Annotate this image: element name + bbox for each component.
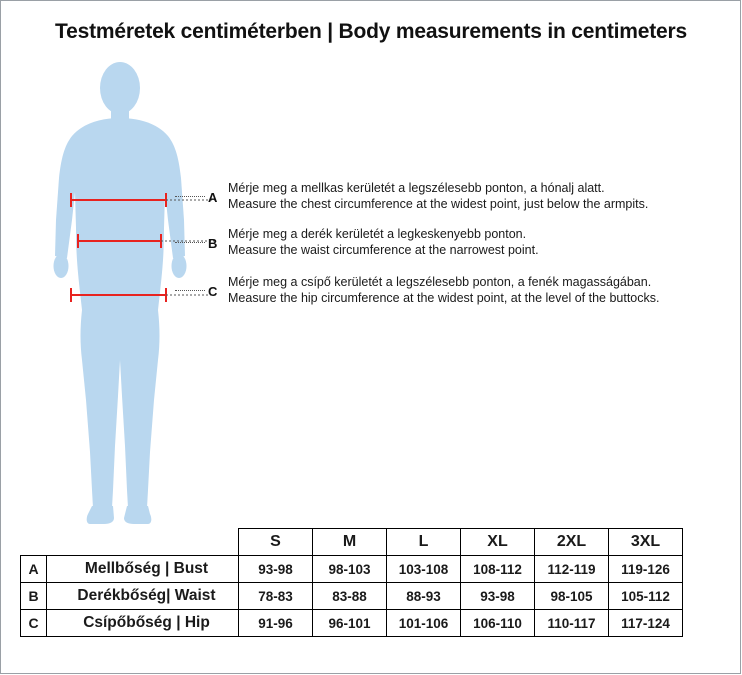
instruction-text-a (228, 180, 728, 212)
table-row (21, 610, 683, 637)
hip-l: 101-106 (387, 610, 461, 637)
size-table (20, 528, 683, 637)
instruction-text-b (228, 226, 728, 258)
instruction-b-en: Measure the waist circumference at the narrowest point. (228, 243, 539, 257)
instruction-letter-a: A (208, 190, 218, 205)
hip-m: 96-101 (313, 610, 387, 637)
leader-dots-c (175, 290, 205, 291)
bust-s: 93-98 (239, 556, 313, 583)
instruction-c-hu: Mérje meg a csípő kerületét a legszélesebb ponton, a fenék magasságában. (228, 275, 652, 289)
bust-l: 103-108 (387, 556, 461, 583)
row-name-hip: Csípőbőség | Hip (47, 610, 239, 637)
instruction-b-hu: Mérje meg a derék kerületét a legkeskenyebb ponton. (228, 227, 527, 241)
instruction-a-hu: Mérje meg a mellkas kerületét a legszélesebb ponton, a hónalj alatt. (228, 181, 605, 195)
table-header-s: S (239, 529, 313, 556)
row-name-waist: Derékbőség| Waist (47, 583, 239, 610)
table-header-m: M (313, 529, 387, 556)
waist-l: 88-93 (387, 583, 461, 610)
hip-s: 91-96 (239, 610, 313, 637)
bust-xl: 108-112 (461, 556, 535, 583)
waist-m: 83-88 (313, 583, 387, 610)
leader-dots-b (175, 242, 205, 243)
table-corner-letter (21, 529, 47, 556)
table-header-3xl: 3XL (609, 529, 683, 556)
instruction-text-c (228, 274, 728, 306)
row-name-bust: Mellbőség | Bust (47, 556, 239, 583)
bust-2xl: 112-119 (535, 556, 609, 583)
instruction-letter-c: C (208, 284, 218, 299)
waist-2xl: 98-105 (535, 583, 609, 610)
bust-m: 98-103 (313, 556, 387, 583)
bust-3xl: 119-126 (609, 556, 683, 583)
body-silhouette-figure (20, 60, 220, 530)
table-header-row (21, 529, 683, 556)
instruction-a-en: Measure the chest circumference at the widest point, just below the armpits. (228, 197, 649, 211)
waist-3xl: 105-112 (609, 583, 683, 610)
row-letter-b: B (21, 583, 47, 610)
hip-xl: 106-110 (461, 610, 535, 637)
waist-s: 78-83 (239, 583, 313, 610)
hip-3xl: 117-124 (609, 610, 683, 637)
instruction-c-en: Measure the hip circumference at the widest point, at the level of the buttocks. (228, 291, 660, 305)
row-letter-c: C (21, 610, 47, 637)
hip-2xl: 110-117 (535, 610, 609, 637)
waist-xl: 93-98 (461, 583, 535, 610)
table-corner-name (47, 529, 239, 556)
table-row (21, 556, 683, 583)
row-letter-a: A (21, 556, 47, 583)
page-title: Testméretek centiméterben | Body measurements in centimeters (55, 20, 687, 43)
table-header-xl: XL (461, 529, 535, 556)
leader-dots-a (175, 196, 205, 197)
instruction-letter-b: B (208, 236, 218, 251)
table-header-2xl: 2XL (535, 529, 609, 556)
table-header-l: L (387, 529, 461, 556)
table-row (21, 583, 683, 610)
